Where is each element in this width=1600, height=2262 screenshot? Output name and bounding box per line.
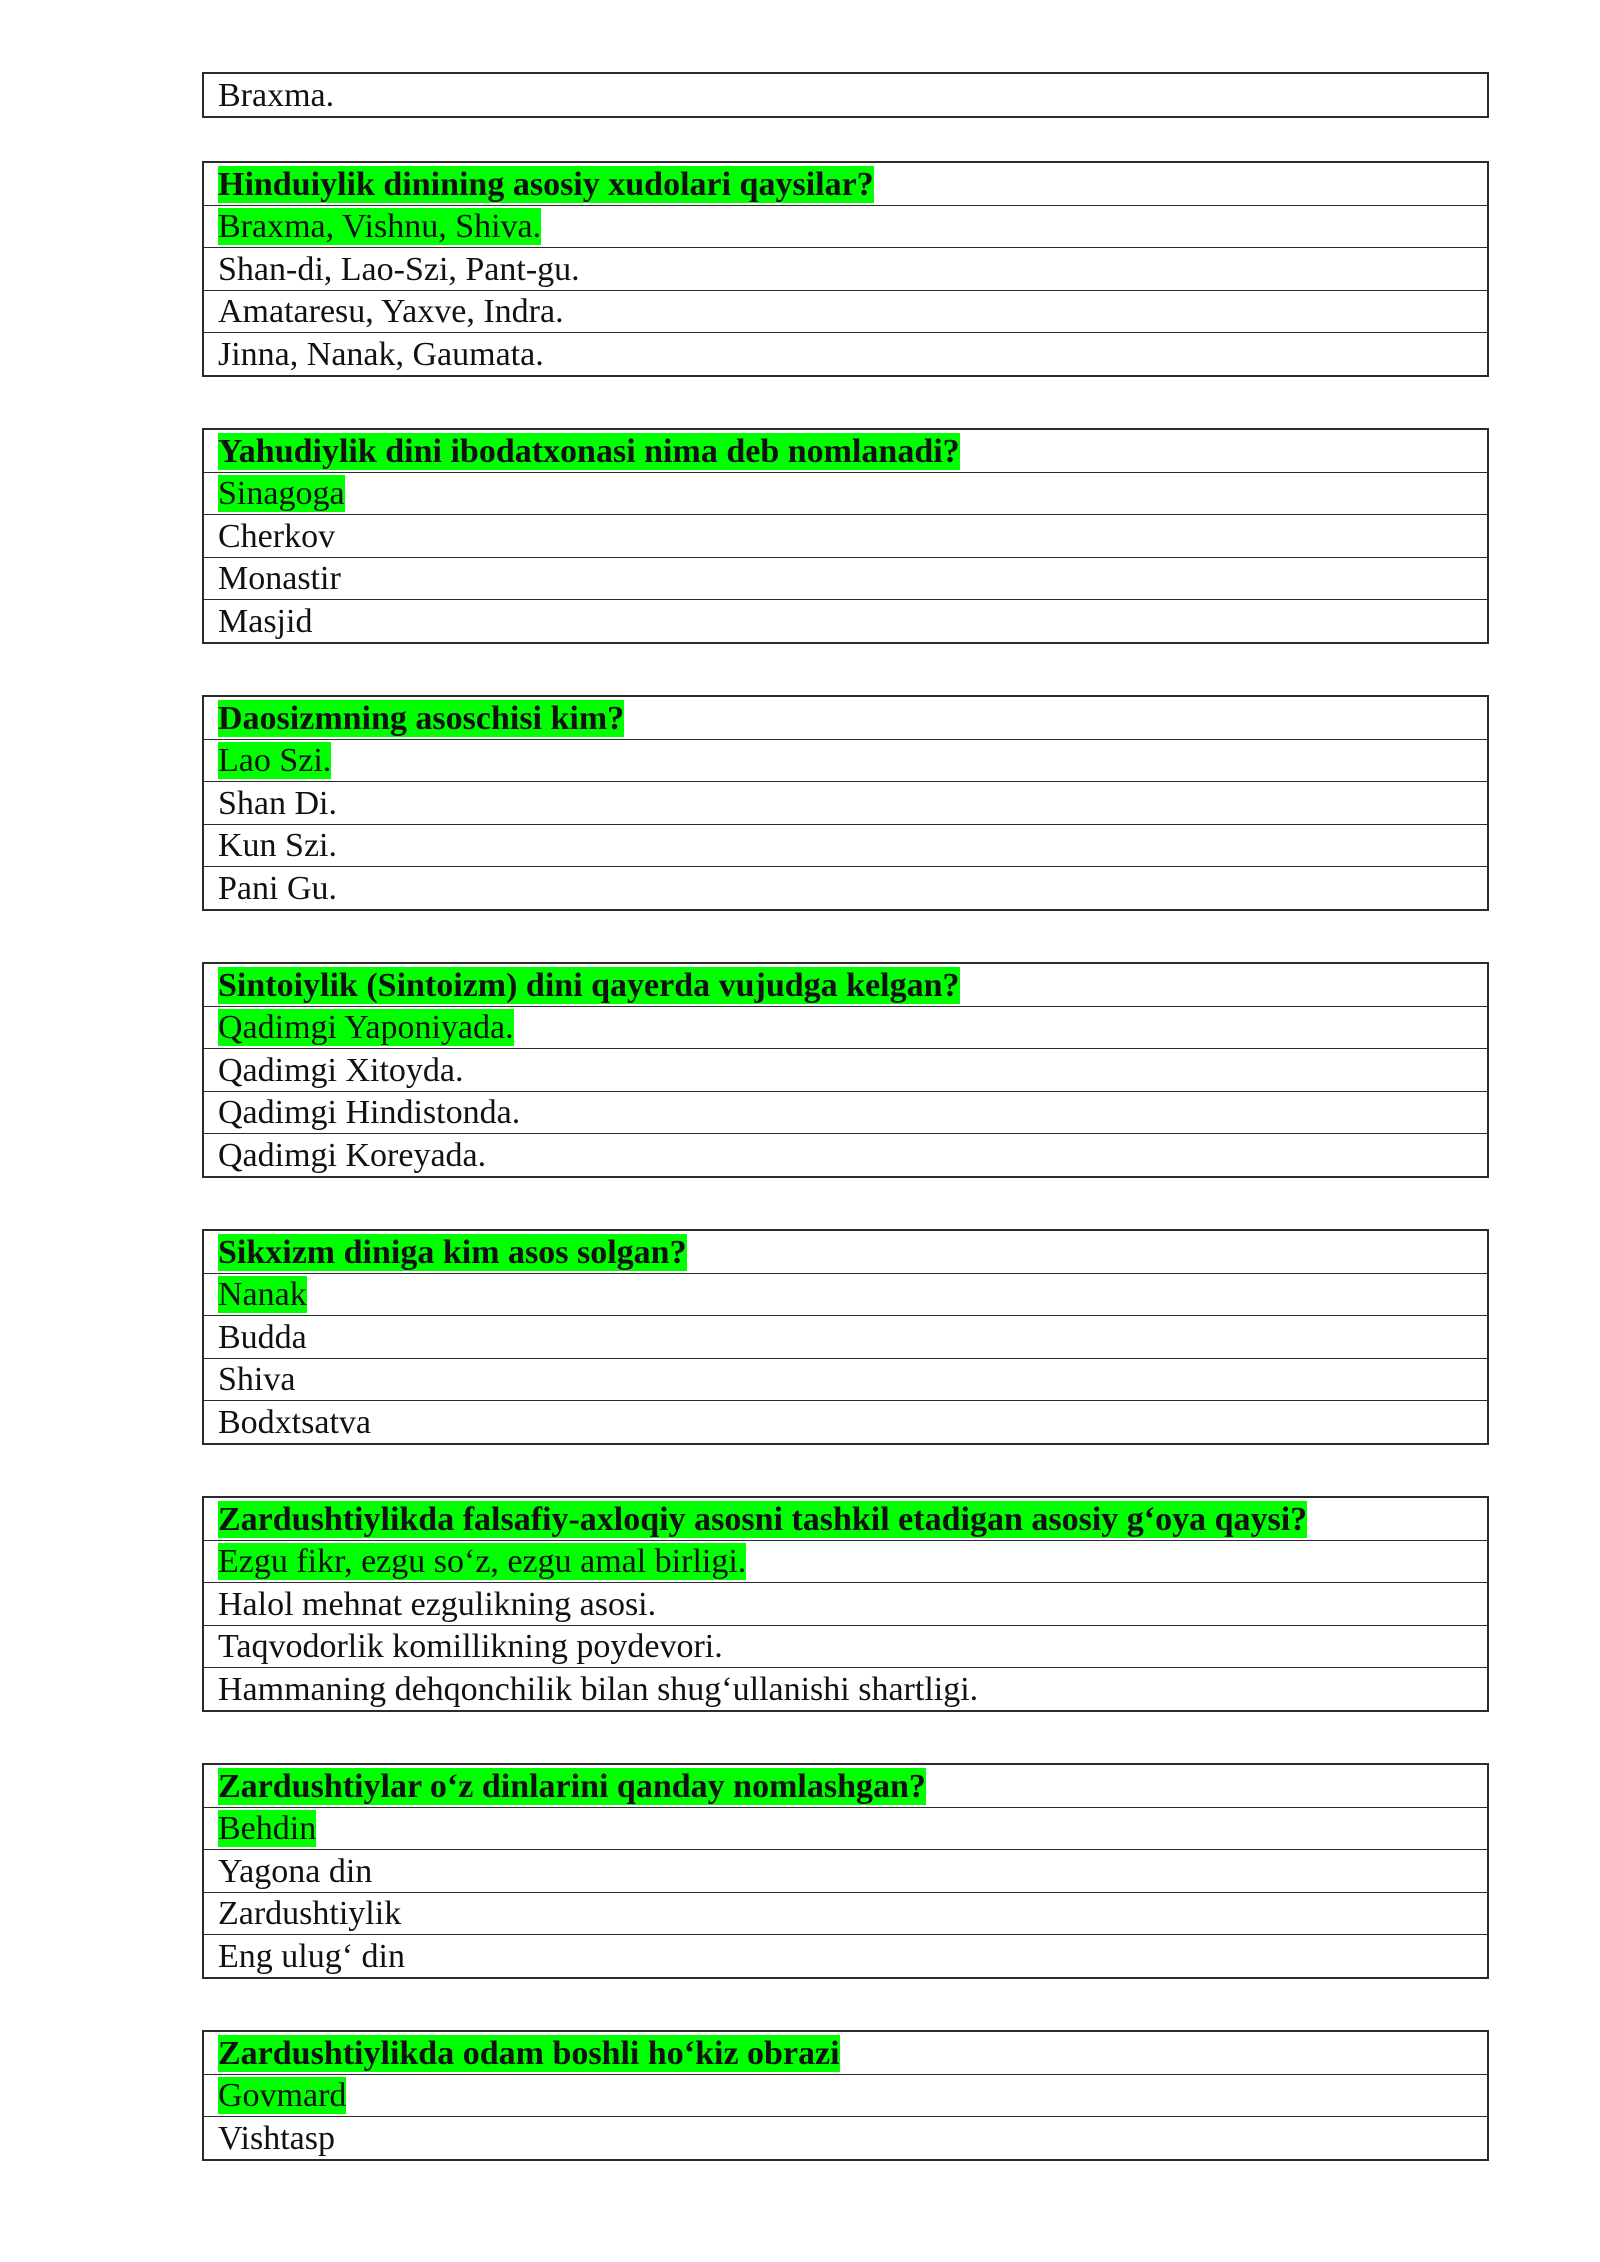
answer-row [203, 1091, 1488, 1134]
answer-text: Pani Gu. [218, 869, 337, 907]
question-text: Sikxizm diniga kim asos solgan? [218, 1233, 687, 1271]
answer-row [203, 73, 1488, 117]
answer-text: Shiva [218, 1361, 296, 1399]
answer-row [203, 1134, 1488, 1177]
answer-text: Budda [218, 1318, 307, 1356]
answer-row [203, 867, 1488, 910]
question-table-4 [202, 962, 1489, 1178]
answer-table-continuation [202, 72, 1489, 118]
question-text: Zardushtiylikda falsafiy-axloqiy asosni tashkil etadigan asosiy g‘oya qaysi? [218, 1500, 1308, 1538]
answer-row [203, 1316, 1488, 1359]
answer-text: Kun Szi. [218, 827, 337, 865]
correct-answer-text: Nanak [218, 1276, 307, 1314]
answer-row [203, 1583, 1488, 1626]
answer-row [203, 1892, 1488, 1935]
answer-row [203, 290, 1488, 333]
question-row [203, 1497, 1488, 1540]
correct-answer-text: Govmard [218, 2077, 347, 2115]
answer-text: Taqvodorlik komillikning poydevori. [218, 1628, 723, 1666]
answer-text: Shan Di. [218, 784, 337, 822]
question-table-8 [202, 2030, 1489, 2161]
question-row [203, 2031, 1488, 2074]
answer-row [203, 248, 1488, 291]
answer-row [203, 1358, 1488, 1401]
question-text: Hinduiylik dinining asosiy xudolari qaysilar? [218, 165, 874, 203]
correct-answer-text: Lao Szi. [218, 742, 332, 780]
answer-text: Shan-di, Lao-Szi, Pant-gu. [218, 250, 580, 288]
answer-text: Halol mehnat ezgulikning asosi. [218, 1585, 657, 1623]
answer-text: Yagona din [218, 1852, 373, 1890]
answer-row [203, 1935, 1488, 1978]
correct-answer-text: Qadimgi Yaponiyada. [218, 1009, 514, 1047]
answer-row [203, 824, 1488, 867]
question-table-7 [202, 1763, 1489, 1979]
question-table-3 [202, 695, 1489, 911]
question-text: Daosizmning asoschisi kim? [218, 699, 625, 737]
answer-text: Qadimgi Koreyada. [218, 1136, 487, 1174]
question-table-1 [202, 161, 1489, 377]
question-table-5 [202, 1229, 1489, 1445]
answer-text: Amataresu, Yaxve, Indra. [218, 293, 564, 331]
answer-row [203, 2117, 1488, 2160]
correct-answer-row [203, 472, 1488, 515]
question-row [203, 429, 1488, 472]
question-row [203, 963, 1488, 1006]
correct-answer-text: Braxma, Vishnu, Shiva. [218, 208, 542, 246]
correct-answer-text: Behdin [218, 1810, 317, 1848]
answer-row [203, 1401, 1488, 1444]
answer-text: Qadimgi Hindistonda. [218, 1094, 521, 1132]
answer-text: Vishtasp [218, 2119, 335, 2157]
answer-text: Monastir [218, 560, 341, 598]
question-text: Sintoiylik (Sintoizm) dini qayerda vujudga kelgan? [218, 966, 960, 1004]
correct-answer-row [203, 2074, 1488, 2117]
answer-text: Braxma. [218, 76, 335, 114]
answer-row [203, 782, 1488, 825]
question-table-2 [202, 428, 1489, 644]
question-row [203, 1764, 1488, 1807]
answer-row [203, 1625, 1488, 1668]
question-text: Zardushtiylikda odam boshli ho‘kiz obrazi [218, 2034, 840, 2072]
correct-answer-text: Ezgu fikr, ezgu so‘z, ezgu amal birligi. [218, 1543, 747, 1581]
answer-row [203, 515, 1488, 558]
question-row [203, 162, 1488, 205]
correct-answer-row [203, 1006, 1488, 1049]
correct-answer-row [203, 1540, 1488, 1583]
answer-text: Bodxtsatva [218, 1403, 371, 1441]
answer-row [203, 557, 1488, 600]
answer-text: Zardushtiylik [218, 1895, 402, 1933]
correct-answer-row [203, 1273, 1488, 1316]
correct-answer-row [203, 739, 1488, 782]
answer-row [203, 1049, 1488, 1092]
answer-row [203, 1668, 1488, 1711]
question-text: Zardushtiylar o‘z dinlarini qanday nomlashgan? [218, 1767, 926, 1805]
answer-text: Qadimgi Xitoyda. [218, 1051, 464, 1089]
answer-text: Masjid [218, 602, 313, 640]
question-table-6 [202, 1496, 1489, 1712]
answer-text: Jinna, Nanak, Gaumata. [218, 335, 544, 373]
answer-text: Hammaning dehqonchilik bilan shug‘ullanishi shartligi. [218, 1670, 979, 1708]
answer-text: Cherkov [218, 517, 336, 555]
correct-answer-row [203, 1807, 1488, 1850]
question-text: Yahudiylik dini ibodatxonasi nima deb nomlanadi? [218, 432, 960, 470]
question-row [203, 696, 1488, 739]
correct-answer-row [203, 205, 1488, 248]
correct-answer-text: Sinagoga [218, 475, 345, 513]
answer-text: Eng ulug‘ din [218, 1937, 405, 1975]
answer-row [203, 1850, 1488, 1893]
question-row [203, 1230, 1488, 1273]
answer-row [203, 600, 1488, 643]
answer-row [203, 333, 1488, 376]
